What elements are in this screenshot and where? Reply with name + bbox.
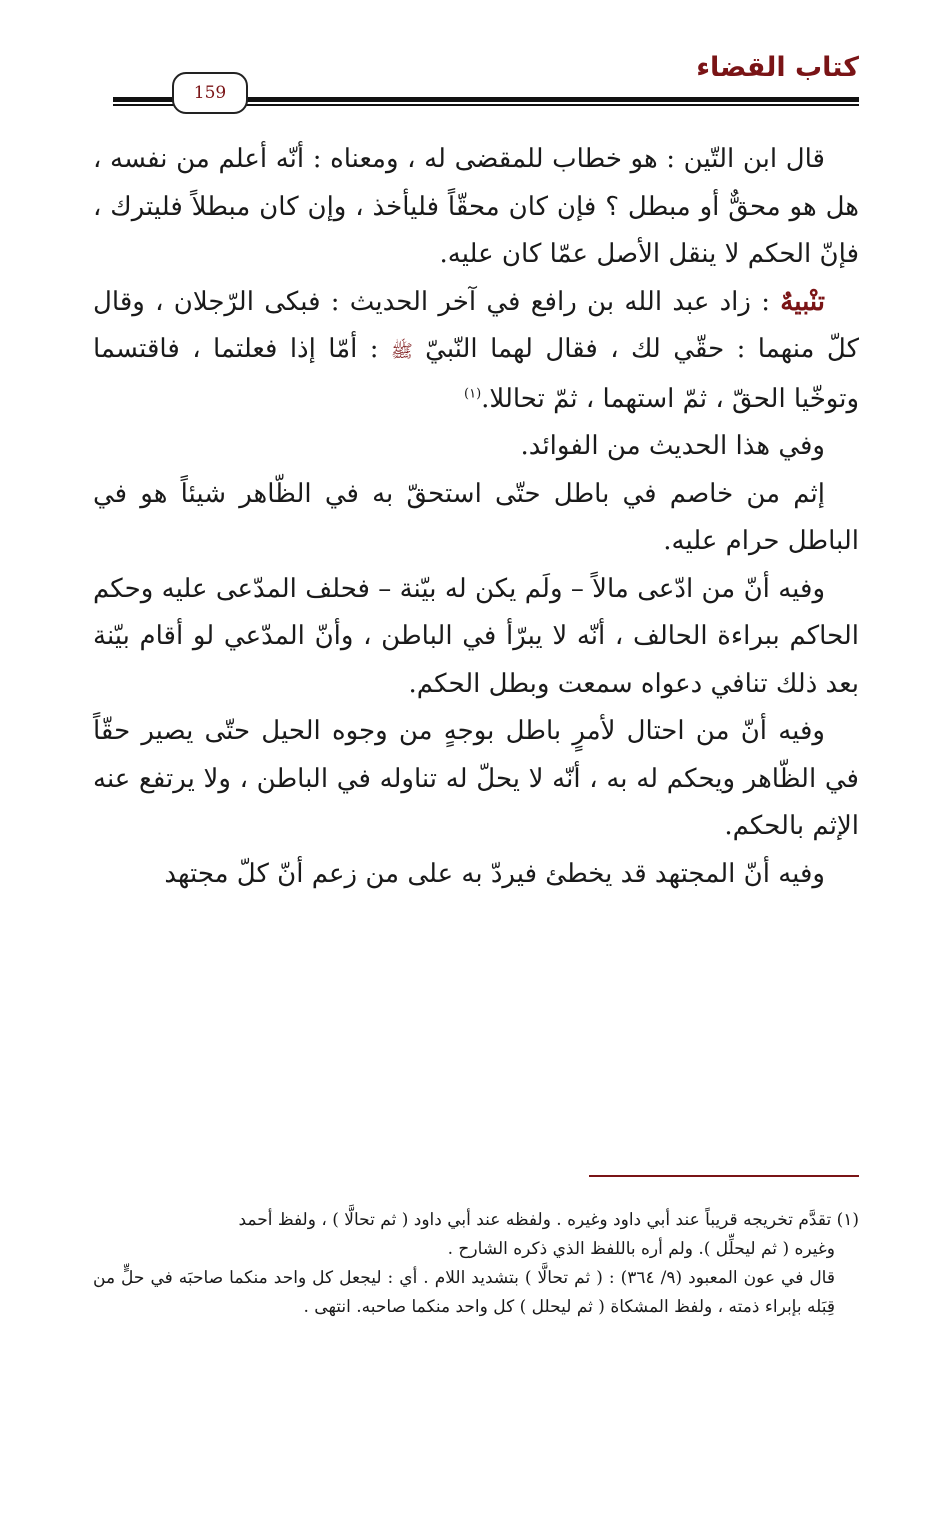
footnote-1-paragraph-2: قال في عون المعبود (٩/ ٣٦٤) : ( ثم تحالَّا ) بتشديد اللام . أي : ليجعل كل واحد منكما صاحبَه في حلٍّ من قِبَله بإبراء ذمته ، ولفظ المشكاة ( ثم ليحلل ) كل واحد منكما صاحبه. انتهى . (93, 1268, 835, 1317)
paragraph-benefit-2: وفيه أنّ من ادّعى مالاً – ولَم يكن له بيّنة – فحلف المدّعى عليه وحكم الحاكم ببراءة الحالف ، أنّه لا يبرّأ في الباطن ، وأنّ المدّعي لو أقام بيّنة بعد ذلك تنافي دعواه سمعت وبطل الحكم. (93, 573, 859, 699)
note-label: تنْبيهٌ (780, 286, 825, 317)
footnotes (93, 1206, 859, 1322)
page-number: 159 (172, 72, 248, 114)
footnote-ref[interactable]: (١) (464, 385, 482, 401)
paragraph-note (93, 279, 859, 424)
paragraph-benefit-4: وفيه أنّ المجتهد قد يخطئ فيردّ به على من زعم أنّ كلّ مجتهد (164, 858, 825, 889)
book-title: كتاب القضاء (696, 52, 859, 83)
note-text-b: : أمّا إذا فعلتما ، فاقتسما وتوخّيا الحقّ ، ثمّ استهما ، ثمّ تحاللا. (93, 334, 859, 414)
note-text-a: : زاد عبد الله بن رافع في آخر الحديث : فبكى الرّجلان ، وقال كلّ منهما : حقّي لك ، فقال لهما النّبيّ (93, 286, 859, 364)
paragraph-ibn-al-tin: قال ابن التّين : هو خطاب للمقضى له ، ومعناه : أنّه أعلم من نفسه ، هل هو محقٌّ أو مبطل ؟ فإن كان محقّاً فليأخذ ، وإن كان مبطلاً فليترك ، فإنّ الحكم لا ينقل الأصل عمّا كان عليه. (93, 144, 859, 269)
paragraph-benefits-intro: وفي هذا الحديث من الفوائد. (520, 431, 825, 461)
footnote-1-line-2: وغيره ( ثم ليحلِّل ). ولم أره باللفظ الذي ذكره الشارح . (447, 1239, 835, 1259)
paragraph-benefit-1: إثم من خاصم في باطل حتّى استحقّ به في الظّاهر شيئاً هو في الباطل حرام عليه. (93, 478, 859, 556)
footnote-separator (589, 1175, 859, 1177)
main-text (93, 136, 859, 898)
salawat-glyph: ﷺ (390, 341, 413, 362)
paragraph-benefit-3: وفيه أنّ من احتال لأمرٍ باطل بوجهٍ من وجوه الحيل حتّى يصير حقّاً في الظّاهر ويحكم له به ، أنّه لا يحلّ له تناوله في الباطن ، ولا يرتفع عنه الإثم بالحكم. (93, 716, 859, 841)
footnote-1-line-1: (١) تقدَّم تخريجه قريباً عند أبي داود وغيره . ولفظه عند أبي داود ( ثم تحالَّا ) ، ولفظ أحمد (238, 1210, 859, 1230)
